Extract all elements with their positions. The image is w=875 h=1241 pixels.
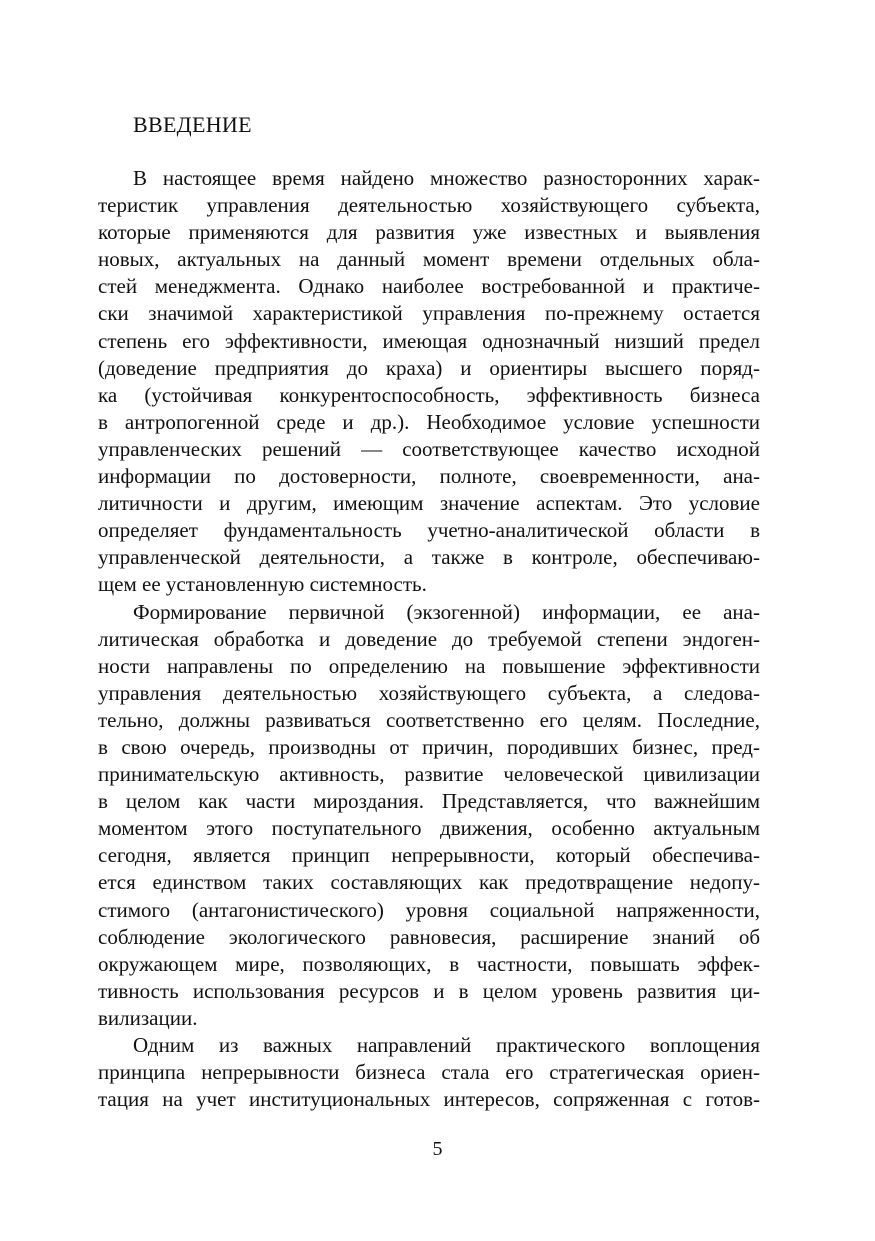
paragraph bbox=[98, 1032, 760, 1113]
text-line: (доведение предприятия до краха) и ориентиры высшего поряд- bbox=[98, 355, 760, 380]
text-line: степень его эффективности, имеющая однозначный низший предел bbox=[98, 328, 760, 353]
paragraph bbox=[98, 599, 760, 1033]
text-line: моментом этого поступательного движения, особенно актуальным bbox=[98, 816, 760, 841]
paragraph bbox=[98, 165, 760, 599]
body-text bbox=[98, 165, 760, 1113]
text-line: В настоящее время найдено множество разносторонних харак- bbox=[133, 166, 760, 190]
text-line: принципа непрерывности бизнеса стала его стратегическая ориен- bbox=[98, 1060, 760, 1085]
text-line: определяет фундаментальность учетно-аналитической области в bbox=[98, 518, 760, 543]
text-line: теристик управления деятельностью хозяйствующего субъекта, bbox=[98, 193, 760, 218]
text-line: стей менеджмента. Однако наиболее востребованной и практиче- bbox=[98, 274, 760, 299]
text-line: щем ее установленную системность. bbox=[98, 572, 427, 597]
page-number: 5 bbox=[432, 1138, 443, 1160]
text-line: информации по достоверности, полноте, своевременности, ана- bbox=[98, 464, 760, 489]
text-line: литическая обработка и доведение до требуемой степени эндоген- bbox=[98, 626, 760, 651]
text-line: окружающем мире, позволяющих, в частности, повышать эффек- bbox=[98, 951, 760, 976]
text-line: ется единством таких составляющих как предотвращение недопу- bbox=[98, 870, 760, 895]
text-line: ка (устойчивая конкурентоспособность, эффективность бизнеса bbox=[98, 382, 760, 407]
text-line: Формирование первичной (экзогенной) информации, ее ана- bbox=[133, 599, 760, 624]
text-line: управленческой деятельности, а также в контроле, обеспечиваю- bbox=[98, 545, 760, 570]
text-line: Одним из важных направлений практического воплощения bbox=[133, 1033, 760, 1057]
text-line: которые применяются для развития уже известных и выявления bbox=[98, 220, 760, 245]
text-line: в целом как части мироздания. Представляется, что важнейшим bbox=[98, 789, 760, 814]
text-line: ски значимой характеристикой управления по-прежнему остается bbox=[98, 301, 760, 326]
text-line: управления деятельностью хозяйствующего субъекта, а следова- bbox=[98, 680, 760, 705]
text-line: ности направлены по определению на повышение эффективности bbox=[98, 653, 760, 678]
text-line: новых, актуальных на данный момент времени отдельных обла- bbox=[98, 247, 760, 272]
text-line: соблюдение экологического равновесия, расширение знаний об bbox=[98, 924, 760, 949]
text-line: в антропогенной среде и др.). Необходимое условие успешности bbox=[98, 409, 760, 434]
text-line: тивность использования ресурсов и в целом уровень развития ци- bbox=[98, 978, 760, 1003]
text-line: тация на учет институциональных интересов, сопряженная с готов- bbox=[98, 1087, 760, 1112]
section-heading: ВВЕДЕНИЕ bbox=[133, 112, 252, 137]
text-line: вилизации. bbox=[98, 1005, 198, 1030]
text-line: принимательскую активность, развитие человеческой цивилизации bbox=[98, 762, 760, 787]
text-line: сегодня, является принцип непрерывности, который обеспечива- bbox=[98, 843, 760, 868]
text-line: стимого (антагонистического) уровня социальной напряженности, bbox=[98, 897, 760, 922]
text-line: управленческих решений — соответствующее качество исходной bbox=[98, 436, 760, 461]
text-line: литичности и другим, имеющим значение аспектам. Это условие bbox=[98, 491, 760, 516]
text-line: тельно, должны развиваться соответственно его целям. Последние, bbox=[98, 707, 760, 732]
text-line: в свою очередь, производны от причин, породивших бизнес, пред- bbox=[98, 734, 760, 759]
